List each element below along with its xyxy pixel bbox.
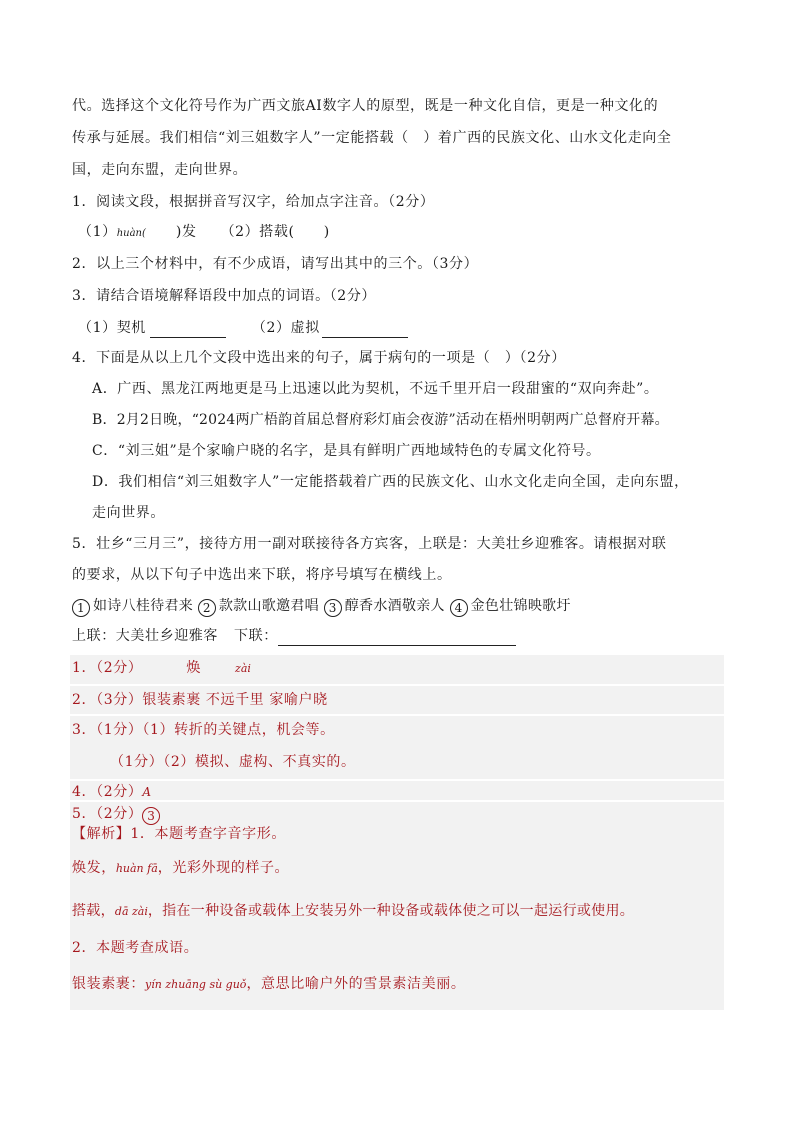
circled-number-icon: 2 (198, 599, 216, 617)
analysis-text: ，指在一种设备或载体上安装另外一种设备或载体使之可以一起运行或使用。 (147, 903, 635, 919)
answer-4-prefix: 4．（2分） (72, 784, 143, 800)
q4-option-a[interactable]: A．广西、黑龙江两地更是马上迅速以此为契机，不远千里开启一段甜蜜的“双向奔赴”。 (92, 381, 659, 397)
analysis-pinyin: huàn fā (115, 862, 158, 875)
analysis-text: 1．本题考查字音字形。 (130, 826, 286, 842)
q5-lower-label: 下联： (234, 628, 278, 644)
analysis-line-4: 2．本题考查成语。 (72, 940, 199, 956)
q5-choice-text: 款款山歌邀君唱 (218, 598, 319, 614)
answer-divider (70, 714, 724, 716)
q3-part1-label: （1）契机 (78, 320, 146, 336)
q1-part1-after: )发 (175, 224, 197, 240)
q3-part2-label: （2）虚拟 (251, 320, 320, 336)
analysis-heading: 【解析】 (72, 826, 131, 842)
answer-5-prefix: 5．（2分） (72, 806, 143, 822)
question-5-stem-line-2: 的要求，从以下句子中选出来下联，将序号填写在横线上。 (72, 567, 452, 583)
q1-part2: （2）搭载( ) (220, 224, 330, 240)
answer-divider (70, 779, 724, 781)
circled-number-icon: 3 (324, 599, 342, 617)
passage-line-1: 代。选择这个文化符号作为广西文旅AI数字人的原型，既是一种文化自信，更是一种文化的 (72, 98, 659, 114)
analysis-text: ，意思比喻户外的雪景素洁美丽。 (246, 976, 466, 992)
answer-5 (72, 804, 163, 825)
q3-part1-blank[interactable] (150, 323, 226, 338)
question-4-stem: 4．下面是从以上几个文段中选出来的句子，属于病句的一项是（ ）（2分） (72, 350, 566, 366)
analysis-pinyin: dā zài (114, 905, 148, 918)
analysis-line-3 (72, 901, 634, 922)
analysis-line-1 (72, 824, 286, 844)
q5-choice[interactable] (324, 598, 445, 614)
q4-option-d[interactable]: D．我们相信“刘三姐数字人”一定能搭载着广西的民族文化、山水文化走向全国，走向东盟， (92, 474, 689, 490)
question-1-parts (78, 222, 330, 244)
q4-option-d-continued: 走向世界。 (92, 505, 165, 521)
q5-choice-text: 如诗八桂待君来 (93, 598, 194, 614)
answer-1 (72, 658, 251, 679)
analysis-line-5 (72, 974, 465, 995)
answer-3-line-1: 3．（1分）（1）转折的关键点，机会等。 (72, 722, 335, 738)
q5-couplet (72, 626, 516, 646)
question-5-stem-line-1: 5．壮乡“三月三”，接待方用一副对联接待各方宾客，上联是：大美壮乡迎雅客。请根据对联 (72, 536, 667, 552)
q5-choice[interactable] (450, 598, 571, 614)
q4-option-c[interactable]: C．“刘三姐”是个家喻户晓的名字，是具有鲜明广西地域特色的专属文化符号。 (92, 443, 601, 459)
answer-divider (70, 800, 724, 802)
analysis-term: 银装素裹： (72, 976, 145, 992)
answer-3-line-2: （1分）（2）模拟、虚构、不真实的。 (110, 754, 356, 770)
answer-4-value: A (142, 785, 152, 799)
answer-1-character: 焕 (186, 660, 202, 676)
circled-number-icon: 3 (142, 807, 160, 825)
analysis-line-2 (72, 858, 289, 879)
question-2-stem: 2．以上三个材料中，有不少成语，请写出其中的三个。（3分） (72, 256, 479, 272)
answer-2: 2．（3分）银装素裹 不远千里 家喻户晓 (72, 692, 328, 708)
answer-1-pinyin: zài (235, 662, 251, 675)
q5-choice[interactable] (72, 598, 193, 614)
q5-lower-blank[interactable] (278, 631, 516, 646)
question-1-stem: 1．阅读文段，根据拼音写汉字，给加点字注音。（2分） (72, 194, 435, 210)
question-3-stem: 3．请结合语境解释语段中加点的词语。（2分） (72, 288, 377, 304)
answer-4 (72, 782, 152, 802)
circled-number-icon: 1 (72, 599, 90, 617)
passage-line-2: 传承与延展。我们相信“刘三姐数字人”一定能搭载（ ）着广西的民族文化、山水文化走向全 (72, 130, 672, 146)
q4-option-b[interactable]: B．2月2日晚，“2024两广梧韵首届总督府彩灯庙会夜游”活动在梧州明朝两广总督府开幕。 (92, 412, 669, 428)
answer-divider (70, 684, 724, 686)
q1-part1-number: （1） (78, 224, 117, 240)
analysis-term: 焕发， (72, 860, 116, 876)
q1-part1-pinyin: huàn( (116, 228, 146, 239)
analysis-term: 搭载， (72, 903, 115, 919)
q5-upper-couplet: 上联：大美壮乡迎雅客 (72, 628, 218, 644)
analysis-pinyin: yín zhuāng sù guǒ (145, 978, 247, 991)
q5-choice[interactable] (198, 598, 319, 614)
q5-choice-text: 金色壮锦映歌圩 (470, 598, 571, 614)
q3-part2-blank[interactable] (322, 323, 408, 338)
q5-choice-text: 醇香水酒敬亲人 (344, 598, 445, 614)
q5-choice-list (72, 596, 571, 617)
question-3-parts (78, 318, 408, 338)
passage-line-3: 国，走向东盟，走向世界。 (72, 162, 248, 178)
analysis-text: ，光彩外现的样子。 (157, 860, 290, 876)
answer-1-prefix: 1．（2分） (72, 660, 143, 676)
circled-number-icon: 4 (450, 599, 468, 617)
